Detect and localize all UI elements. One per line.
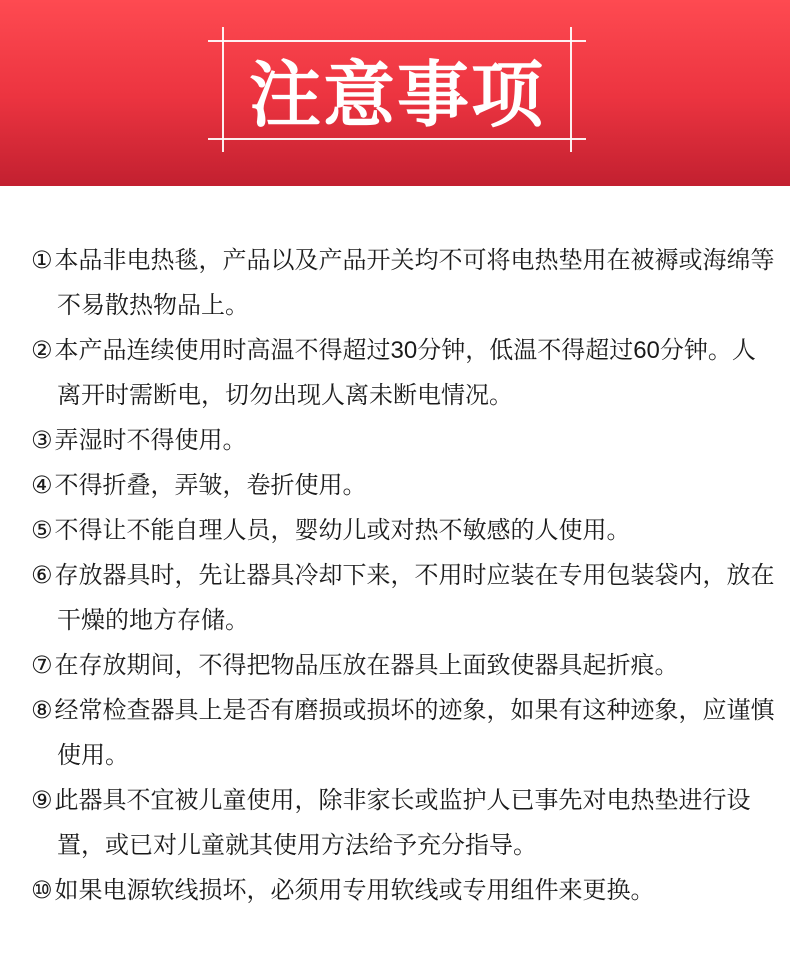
note-number-7: ⑦ <box>31 652 53 679</box>
note-item-6 <box>31 553 778 643</box>
note-item-8 <box>31 688 778 778</box>
note-item-10 <box>31 868 778 913</box>
note-text-5: 不得让不能自理人员，婴幼儿或对热不敏感的人使用。 <box>54 517 631 544</box>
note-item-5 <box>31 508 778 553</box>
banner <box>0 0 790 186</box>
note-text-7: 在存放期间，不得把物品压放在器具上面致使器具起折痕。 <box>54 652 679 679</box>
note-text-1: 本品非电热毯，产品以及产品开关均不可将电热垫用在被褥或海绵等不易散热物品上。 <box>54 247 775 319</box>
note-number-6: ⑥ <box>31 562 53 589</box>
note-number-3: ③ <box>31 427 53 454</box>
note-item-3 <box>31 418 778 463</box>
note-number-4: ④ <box>31 472 53 499</box>
note-text-8: 经常检查器具上是否有磨损或损坏的迹象，如果有这种迹象，应谨慎使用。 <box>54 697 775 769</box>
note-item-2 <box>31 328 778 418</box>
note-item-9 <box>31 778 778 868</box>
note-text-4: 不得折叠，弄皱，卷折使用。 <box>54 472 367 499</box>
note-number-5: ⑤ <box>31 517 53 544</box>
note-number-2: ② <box>31 337 53 364</box>
note-item-4 <box>31 463 778 508</box>
notes-list <box>0 186 790 913</box>
note-number-10: ⑩ <box>31 877 53 904</box>
note-number-8: ⑧ <box>31 697 53 724</box>
note-text-10: 如果电源软线损坏，必须用专用软线或专用组件来更换。 <box>54 877 655 904</box>
note-item-1 <box>31 238 778 328</box>
note-text-2: 本产品连续使用时高温不得超过30分钟，低温不得超过60分钟。人离开时需断电，切勿出现人离未断电情况。 <box>54 337 756 409</box>
note-item-7 <box>31 643 778 688</box>
note-text-3: 弄湿时不得使用。 <box>54 427 247 454</box>
note-number-1: ① <box>31 247 53 274</box>
note-text-6: 存放器具时，先让器具冷却下来，不用时应装在专用包装袋内，放在干燥的地方存储。 <box>54 562 775 634</box>
note-number-9: ⑨ <box>31 787 53 814</box>
note-text-9: 此器具不宜被儿童使用，除非家长或监护人已事先对电热垫进行设置，或已对儿童就其使用方法给予充分指导。 <box>54 787 751 859</box>
page-title: 注意事项 <box>248 56 545 136</box>
